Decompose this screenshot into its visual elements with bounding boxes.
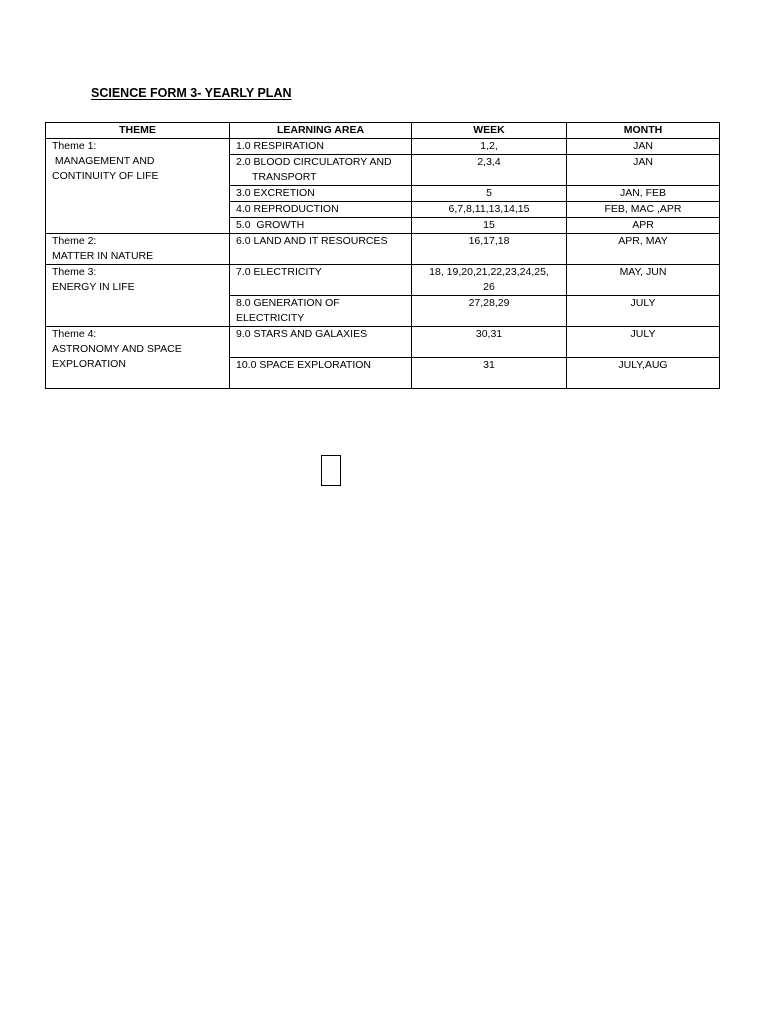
week-cell [412, 234, 567, 265]
week-text: 27,28,29 [468, 297, 510, 309]
learning-area-cell [230, 202, 412, 218]
week-cell [412, 155, 567, 186]
learning-area-text: 8.0 GENERATION OF [236, 297, 340, 309]
learning-area-text: 6.0 LAND AND IT RESOURCES [236, 235, 388, 247]
month-cell: MAY, JUN [567, 265, 720, 296]
learning-area-text: 9.0 STARS AND GALAXIES [236, 328, 368, 340]
learning-area-cell [230, 296, 412, 327]
week-text: 1,2, [480, 140, 498, 152]
document-title: SCIENCE FORM 3- YEARLY PLAN [91, 86, 292, 100]
learning-area-cell [230, 218, 412, 234]
week-text: 6,7,8,11,13,14,15 [448, 203, 530, 215]
learning-area-text: 1.0 RESPIRATION [236, 140, 324, 152]
theme-name: ENERGY IN LIFE [52, 281, 135, 293]
learning-area-text: 5.0 GROWTH [236, 219, 305, 231]
theme-label: Theme 1: [52, 140, 97, 152]
header-month: MONTH [567, 123, 720, 139]
week-cell [412, 139, 567, 155]
learning-area-text: ELECTRICITY [236, 312, 305, 324]
theme-name: CONTINUITY OF LIFE [52, 170, 159, 182]
learning-area-text: 4.0 REPRODUCTION [236, 203, 339, 215]
table-row [46, 265, 720, 296]
learning-area-cell [230, 139, 412, 155]
theme-cell [46, 327, 230, 389]
theme-cell [46, 265, 230, 327]
table-row [46, 327, 720, 358]
week-cell [412, 327, 567, 358]
month-cell: JULY [567, 327, 720, 358]
week-text: 31 [483, 359, 495, 371]
empty-box [321, 455, 341, 486]
theme-cell [46, 139, 230, 234]
theme-label: Theme 2: [52, 235, 97, 247]
month-cell: JAN [567, 155, 720, 186]
month-cell: FEB, MAC ,APR [567, 202, 720, 218]
week-cell [412, 218, 567, 234]
month-cell: APR, MAY [567, 234, 720, 265]
theme-name: EXPLORATION [52, 358, 126, 370]
month-cell: JAN, FEB [567, 186, 720, 202]
month-cell: JULY,AUG [567, 358, 720, 389]
week-text: 5 [486, 187, 492, 199]
learning-area-cell [230, 186, 412, 202]
theme-cell [46, 234, 230, 265]
learning-area-text: 2.0 BLOOD CIRCULATORY AND [236, 156, 392, 168]
learning-area-text: 7.0 ELECTRICITY [236, 266, 322, 278]
week-cell [412, 358, 567, 389]
theme-name: MANAGEMENT AND [52, 155, 155, 167]
learning-area-cell [230, 234, 412, 265]
month-cell: APR [567, 218, 720, 234]
theme-label: Theme 4: [52, 328, 97, 340]
learning-area-cell [230, 358, 412, 389]
table-row [46, 234, 720, 265]
week-text: 15 [483, 219, 495, 231]
week-cell [412, 296, 567, 327]
header-theme: THEME [46, 123, 230, 139]
week-text: 30,31 [475, 328, 503, 340]
week-cell [412, 186, 567, 202]
yearly-plan-table [45, 122, 720, 389]
table-row [46, 139, 720, 155]
theme-label: Theme 3: [52, 266, 97, 278]
week-text: 26 [483, 281, 495, 293]
week-cell [412, 202, 567, 218]
week-cell [412, 265, 567, 296]
learning-area-text: 10.0 SPACE EXPLORATION [236, 359, 371, 371]
header-learning-area: LEARNING AREA [230, 123, 412, 139]
learning-area-cell [230, 327, 412, 358]
learning-area-cell [230, 155, 412, 186]
theme-name: ASTRONOMY AND SPACE [52, 343, 182, 355]
header-week: WEEK [412, 123, 567, 139]
week-text: 16,17,18 [468, 235, 510, 247]
table-header-row [46, 123, 720, 139]
week-text: 18, 19,20,21,22,23,24,25, [429, 266, 549, 278]
month-cell: JULY [567, 296, 720, 327]
learning-area-text: TRANSPORT [252, 171, 317, 183]
theme-name: MATTER IN NATURE [52, 250, 154, 262]
learning-area-cell [230, 265, 412, 296]
learning-area-text: 3.0 EXCRETION [236, 187, 315, 199]
month-cell: JAN [567, 139, 720, 155]
week-text: 2,3,4 [477, 156, 501, 168]
